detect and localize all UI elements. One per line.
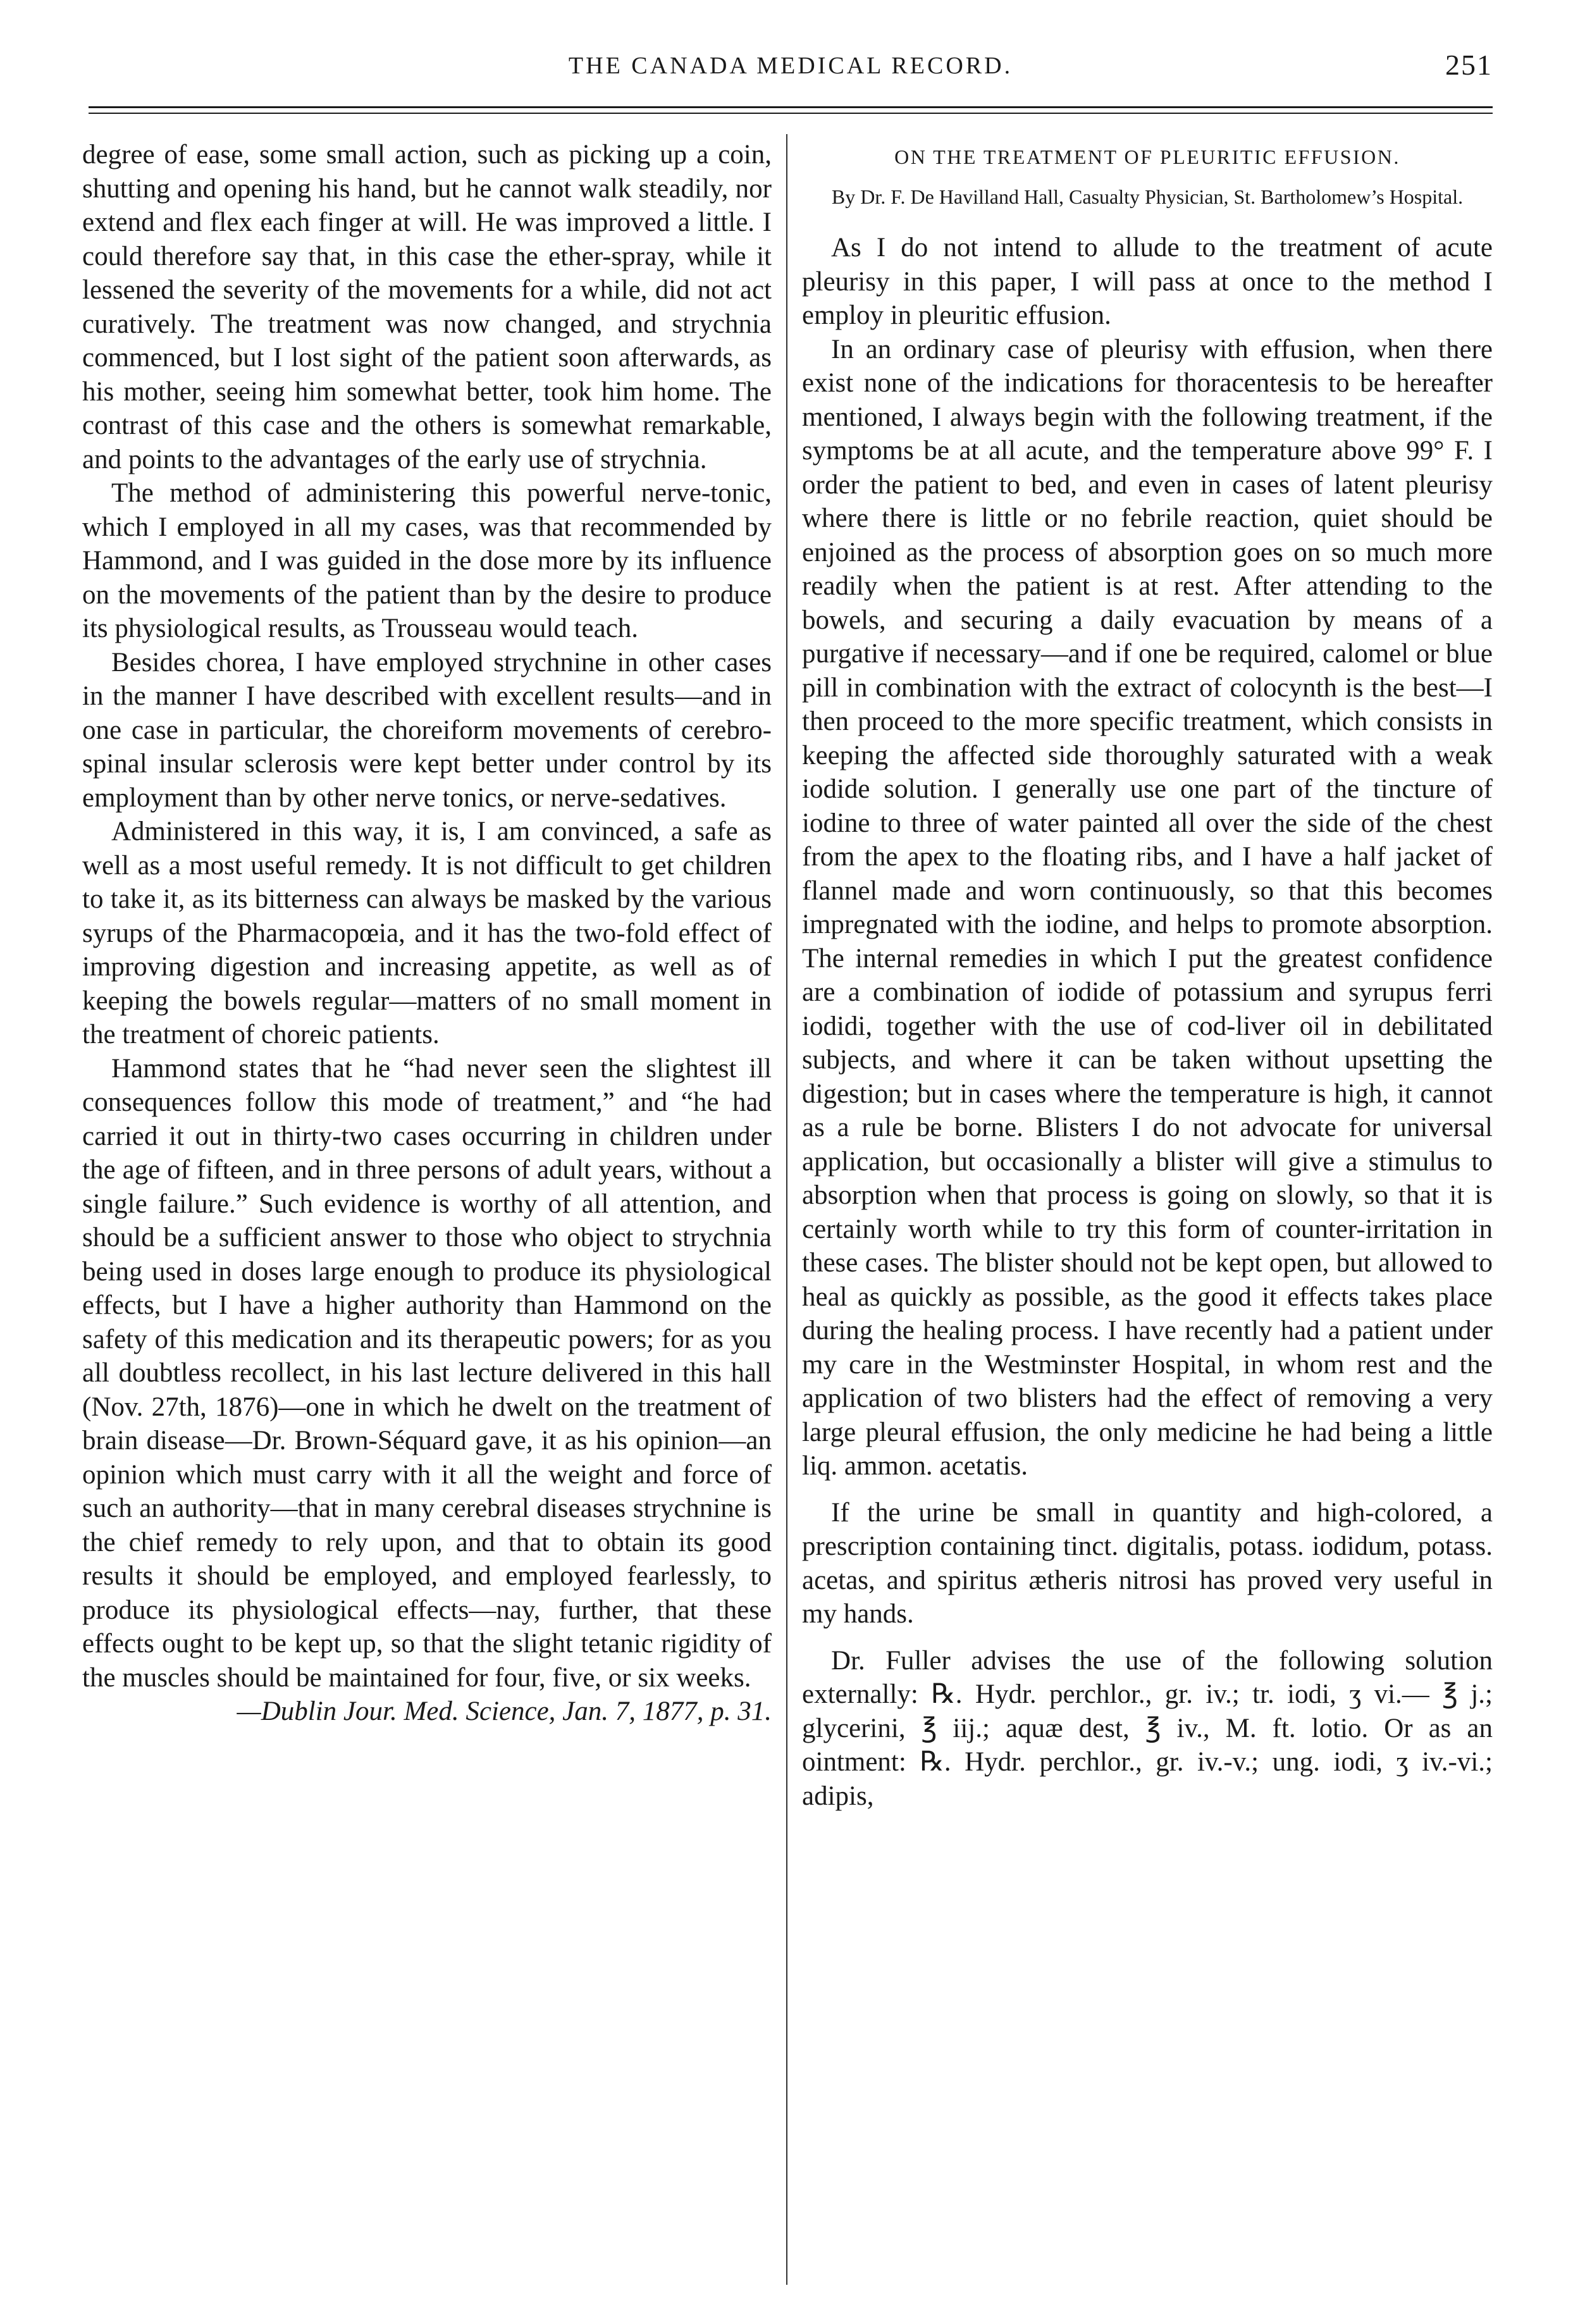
body-paragraph: As I do not intend to allude to the treatment of acute pleurisy in this paper, I will pass at once to the method I employ in pleuritic effusion. (802, 233, 1493, 330)
body-paragraph: Administered in this way, it is, I am convinced, a safe as well as a most useful remedy. It is not difficult to get children to take it, as its bitterness can always be masked by the various syrups of the Pharmacopœia, and it has the two-fold effect of improving digestion and increasing appetite, as well as of keeping the bowels regular—matters of no small moment in the treatment of choreic patients. (82, 817, 772, 1049)
right-column (802, 138, 1493, 2289)
body-paragraph: If the urine be small in quantity and high-colored, a prescription containing tinct. digitalis, potass. iodidum, potass. acetas, and spiritus ætheris nitrosi has proved very useful in my hands. (802, 1497, 1493, 1629)
left-column (82, 138, 772, 2289)
page-number: 251 (1445, 49, 1493, 81)
journal-title: THE CANADA MEDICAL RECORD. (568, 53, 1013, 79)
body-paragraph: Hammond states that he “had never seen the slightest ill consequences follow this mode of treatment,” and “he had carried it out in thirty-two cases occurring in children under the age of fifteen, and in three persons of adult years, without a single failure.” Such evidence is worthy of all attention, and should be a sufficient answer to those who object to strychnia being used in doses large enough to produce its physiological effects, but I have a higher authority than Hammond on the safety of this medication and its therapeutic powers; for as you all doubtless recollect, in his last lecture delivered in this hall (Nov. 27th, 1876)—one in which he dwelt on the treatment of brain disease—Dr. Brown-Séquard gave, it as his opinion—an opinion which must carry with it all the weight and force of such an authority—that in many cerebral diseases strychnine is the chief remedy to rely upon, and that to obtain its good results it should be employed, and employed fearlessly, to produce its physiological effects—nay, further, that these effects ought to be kept up, so that the slight tetanic rigidity of the muscles should be maintained for four, five, or six weeks. (82, 1053, 772, 1693)
body-paragraph: degree of ease, some small action, such as picking up a coin, shutting and opening his hand, but he cannot walk steadily, nor extend and flex each finger at will. He was improved a little. I could therefore say that, in this case the ether-spray, while it lessened the severity of the movements for a while, did not act curatively. The treatment was now changed, and strychnia commenced, but I lost sight of the patient soon afterwards, as his mother, seeing him somewhat better, took him home. The contrast of this case and the others is somewhat remarkable, and points to the advantages of the early use of strychnia. (82, 140, 772, 474)
column-divider (786, 134, 787, 2285)
body-paragraph: The method of administering this powerful nerve-tonic, which I employed in all my cases, was that recommended by Hammond, and I was guided in the dose more by its influence on the movements of the patient than by the desire to produce its physiological results, as Trousseau would teach. (82, 478, 772, 643)
article-title: ON THE TREATMENT OF PLEURITIC EFFUSION. (894, 145, 1400, 168)
author-byline: By Dr. F. De Havilland Hall, Casualty Physician, St. Bartholomew’s Hospital. (831, 185, 1464, 208)
body-paragraph: Dr. Fuller advises the use of the following solution externally: ℞. Hydr. perchlor., gr. iv.; tr. iodi, ʒ vi.— ℥ j.; glycerini, ℥ iij.; aquæ dest, ℥ iv., M. ft. lotio. Or as an ointment: ℞. Hydr. perchlor., gr. iv.-v.; ung. iodi, ʒ iv.-vi.; adipis, (802, 1645, 1493, 1811)
body-paragraph: In an ordinary case of pleurisy with effusion, when there exist none of the indications for thoracentesis to be hereafter mentioned, I always begin with the following treatment, if the symptoms be at all acute, and the temperature above 99° F. I order the patient to bed, and even in cases of latent pleurisy where there is little or no febrile reaction, quiet should be enjoined as the process of absorption goes on so much more readily when the patient is at rest. After attending to the bowels, and securing a daily evacuation by means of a purgative if necessary—and if one be required, calomel or blue pill in combination with the extract of colocynth is the best—I then proceed to the more specific treatment, which consists in keeping the affected side thoroughly saturated with a weak iodide solution. I generally use one part of the tincture of iodine to three of water painted all over the side of the chest from the apex to the floating ribs, and I have a half jacket of flannel made and worn continuously, so that this becomes impregnated with the iodine, and helps to promote absorption. The internal remedies in which I put the greatest confidence are a combination of iodide of potassium and syrupus ferri iodidi, together with the use of cod-liver oil in debilitated subjects, and where it can be taken without upsetting the digestion; but in cases where the temperature is high, it cannot as a rule be borne. Blisters I do not advocate for universal application, but occasionally a blister will give a stimulus to absorption when that process is going on slowly, so that it is certainly worth while to try this form of counter-irritation in these cases. The blister should not be kept open, but allowed to heal as quickly as possible, as the good it effects takes place during the healing process. I have recently had a patient under my care in the Westminster Hospital, in whom rest and the application of two blisters had the effect of removing a very large pleural effusion, the only medicine he had being a little liq. ammon. acetatis. (802, 334, 1493, 1481)
body-paragraph: Besides chorea, I have employed strychnine in other cases in the manner I have described with excellent results—and in one case in particular, the choreiform movements of cerebro-spinal insular sclerosis were kept better under control by its employment than by other nerve tonics, or nerve-sedatives. (82, 647, 772, 813)
running-head (89, 46, 1493, 96)
source-citation: —Dublin Jour. Med. Science, Jan. 7, 1877, p. 31. (237, 1697, 772, 1726)
header-rule-top (89, 106, 1493, 108)
header-rule-bottom (89, 113, 1493, 114)
